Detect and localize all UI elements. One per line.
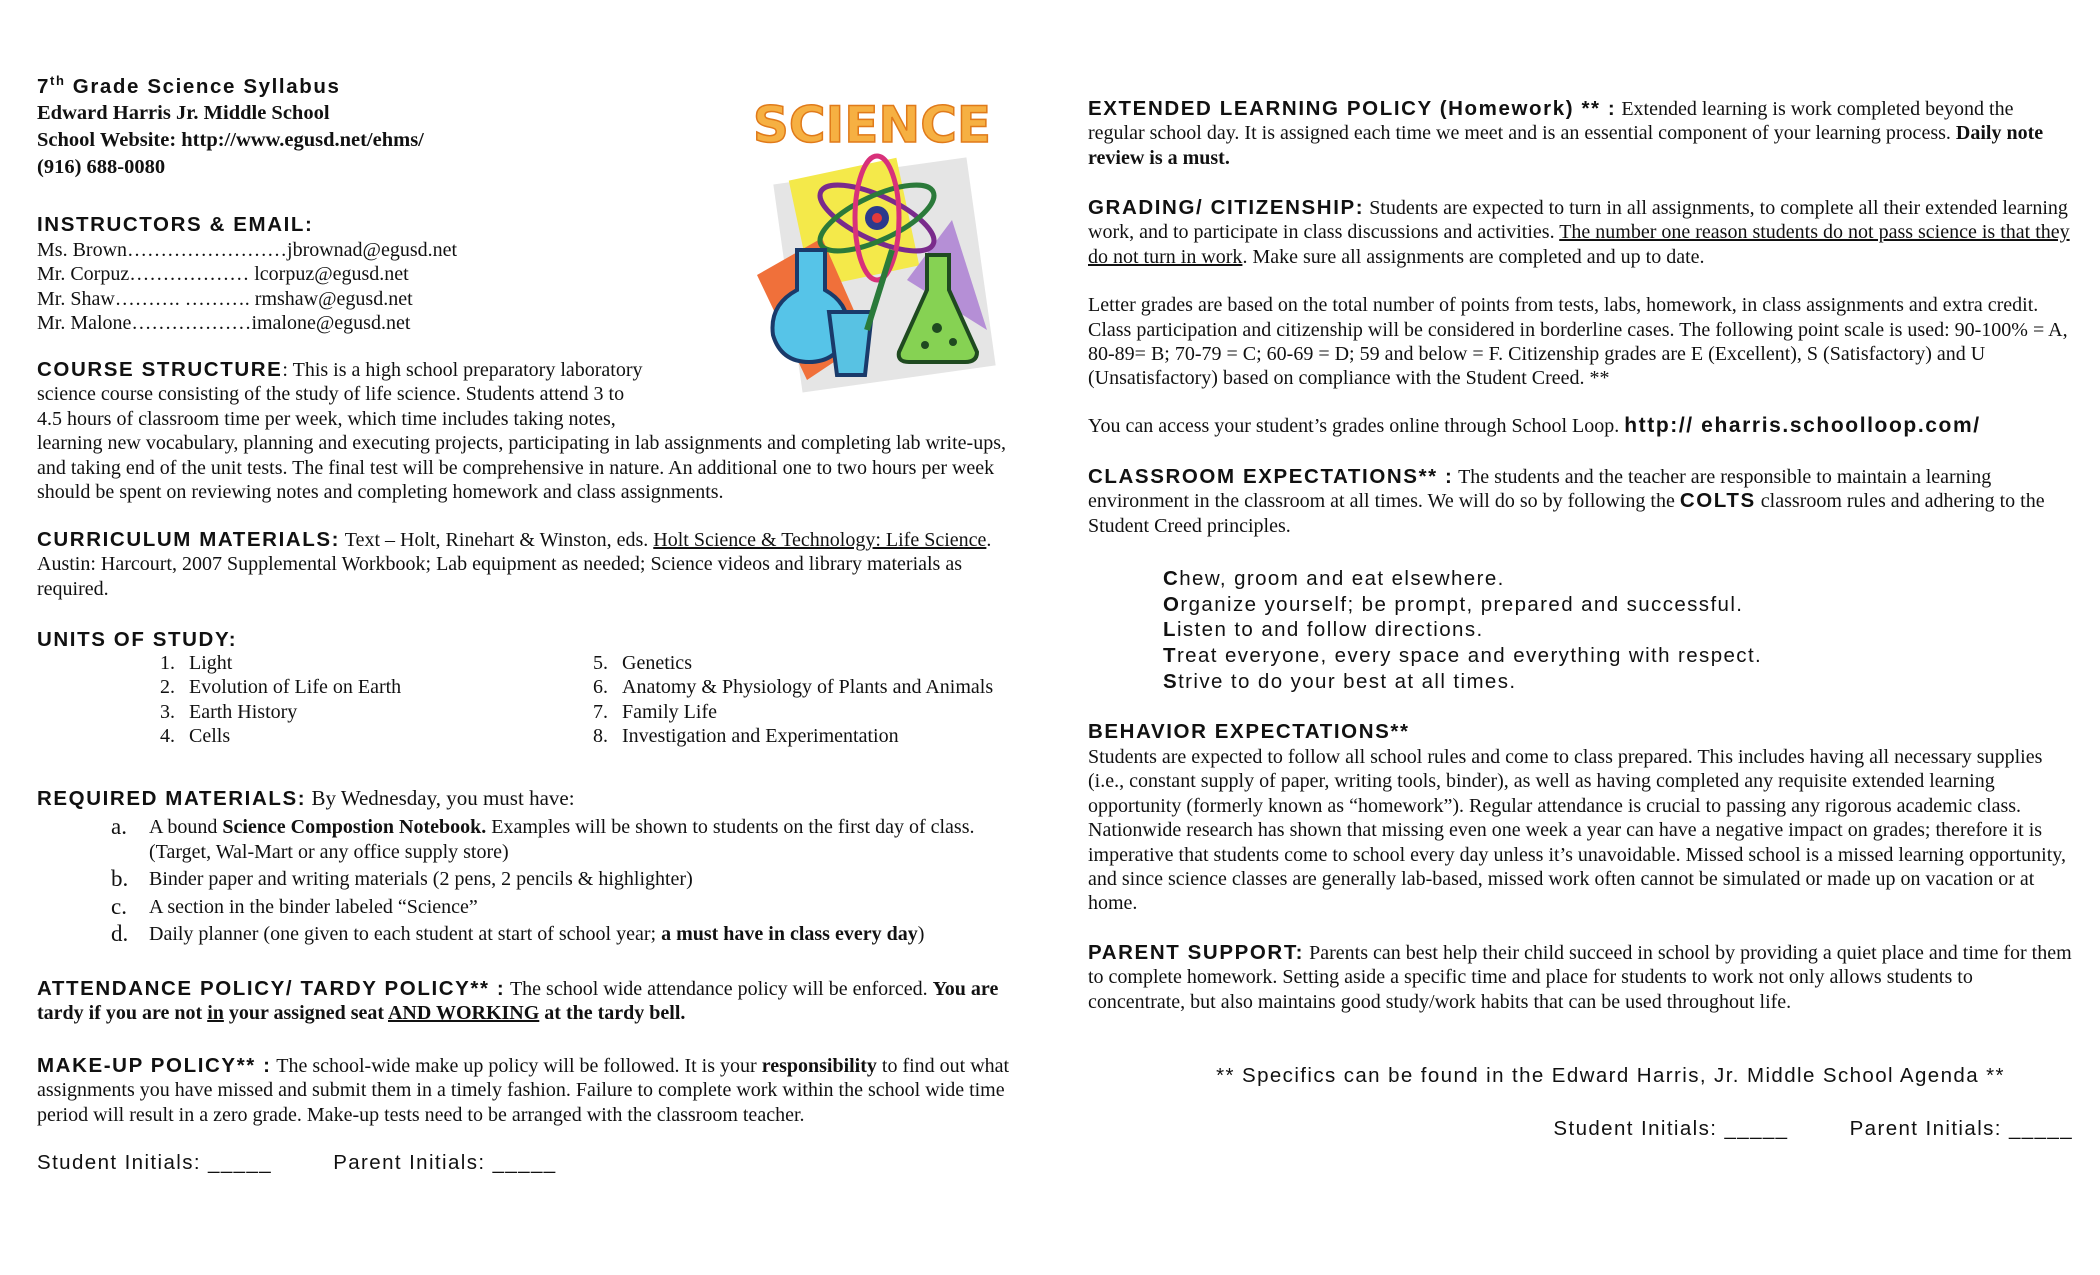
- grading-heading: GRADING/ CITIZENSHIP:: [1088, 196, 1365, 219]
- list-item: d. Daily planner (one given to each student at start of school year; a must have in class every day): [111, 921, 925, 947]
- makeup-heading: MAKE-UP POLICY** :: [37, 1054, 272, 1077]
- list-item: Strive to do your best at all times.: [1163, 669, 1517, 693]
- units-column-2: [574, 651, 993, 749]
- units-section: [37, 627, 1027, 653]
- curriculum-heading: CURRICULUM MATERIALS:: [37, 528, 341, 551]
- parent-heading: PARENT SUPPORT:: [1088, 941, 1305, 964]
- list-item: a. A bound Science Compostion Notebook. Examples will be shown to students on the first day of class. (Target, Wal-Mart or any office supply store): [111, 814, 975, 863]
- list-item: b. Binder paper and writing materials (2 pens, 2 pencils & highlighter): [111, 866, 693, 892]
- instructor-name: Mr. Corpuz………………: [37, 263, 255, 286]
- course-structure-section: [37, 358, 1027, 504]
- parent-support-section: PARENT SUPPORT: Parents can best help their child succeed in school by providing a quiet place and time for them to complete homework. Setting aside a specific time and place for students to work not only allows students to concentrate, but also maintains good study/work habits that can be used throughout life.: [1088, 941, 2072, 1013]
- behavior-text: Students are expected to follow all school rules and come to class prepared. This includes having all necessary supplies (i.e., constant supply of paper, writing tools, binder), as well as having completed any requisite extended learning opportunity (formerly known as “homework”). Regular attendance is crucial to passing any rigorous academic class. Nationwide research has shown that missing even one week a year can have a negative impact on grades; therefore it is imperative that students come to school every day unless it’s unavoidable. Missed school is a missed learning opportunity, and since science classes are generally lab-based, missed work often cannot be simulated or made up on vacation or at home.: [1088, 746, 2066, 915]
- units-column-1: [141, 651, 401, 749]
- instructors-section: [37, 212, 1027, 336]
- list-item: Treat everyone, every space and everything with respect.: [1163, 644, 1763, 668]
- behavior-section: [1088, 719, 2073, 916]
- instructor-email[interactable]: imalone@egusd.net: [251, 312, 411, 335]
- instructor-email[interactable]: jbrownad@egusd.net: [287, 239, 458, 261]
- attendance-heading: ATTENDANCE POLICY/ TARDY POLICY** :: [37, 977, 506, 1000]
- instructors-heading: INSTRUCTORS & EMAIL:: [37, 213, 314, 236]
- school-phone: (916) 688-0080: [37, 156, 166, 178]
- specifics-note: ** Specifics can be found in the Edward Harris, Jr. Middle School Agenda **: [1216, 1064, 2005, 1087]
- instructor-email[interactable]: lcorpuz@egusd.net: [254, 263, 409, 286]
- attendance-section: ATTENDANCE POLICY/ TARDY POLICY** : The school wide attendance policy will be enforced. You are tardy if you are not in your assigned seat AND WORKING at the tardy bell.: [37, 977, 999, 1025]
- extended-learning-section: EXTENDED LEARNING POLICY (Homework) ** : Extended learning is work completed beyond the regular school day. It is assigned each time we meet and is an essential component of your learning process. Daily note review is a must.: [1088, 97, 2044, 169]
- list-item: Listen to and follow directions.: [1163, 618, 1484, 642]
- textbook-title: Holt Science & Technology: Life Science: [653, 529, 987, 551]
- list-item: 2. Evolution of Life on Earth: [160, 676, 402, 699]
- parent-initials[interactable]: Parent Initials: _____: [1849, 1117, 2073, 1140]
- schoolloop-link[interactable]: http:// eharris.schoolloop.com/: [1624, 413, 1981, 437]
- list-item: 4. Cells: [160, 725, 231, 748]
- initials-left: [37, 1151, 1027, 1175]
- instructor-row: [37, 238, 1027, 262]
- list-item: 5. Genetics: [593, 652, 692, 674]
- grading-section: GRADING/ CITIZENSHIP: Students are expected to turn in all assignments, to complete all their extended learning work, and to participate in class discussions and activities. The number one reason students do not pass science is that they do not turn in work. Make sure all assignments are completed and up to date. Letter grades are based on the total number of points from tests, labs, homework, in class assignments and extra credit. Class participation and citizenship will be considered in borderline cases. The following point scale is used: 90-100% = A, 80-89= B; 70-79 = C; 60-69 = D; 59 and below = F. Citizenship grades are E (Excellent), S (Satisfactory) and U (Unsatisfactory) based on compliance with the Student Creed. ** You can access your student’s grades online through School Loop. http:// eharris.schoolloop.com/: [1088, 196, 2073, 438]
- list-item: 1. Light: [160, 652, 233, 674]
- science-word: SCIENCE: [752, 96, 992, 154]
- makeup-section: MAKE-UP POLICY** : The school-wide make up policy will be followed. It is your responsibility to find out what assignments you have missed and submit them in a timely fashion. Failure to complete work within the school wide time period will result in a zero grade. Make-up tests need to be arranged with the classroom teacher.: [37, 1054, 1010, 1126]
- list-item: Chew, groom and eat elsewhere.: [1163, 567, 1505, 590]
- list-item: 8. Investigation and Experimentation: [593, 725, 899, 748]
- student-initials[interactable]: Student Initials: _____: [1553, 1117, 1789, 1140]
- course-structure-line: 4.5 hours of classroom time per week, which time includes taking notes,: [37, 407, 616, 430]
- instructor-name: Ms. Brown……………………: [37, 239, 288, 261]
- required-heading: REQUIRED MATERIALS:: [37, 787, 307, 810]
- instructor-name: Mr. Malone………………: [37, 312, 252, 335]
- student-creed-list: [1163, 566, 1762, 695]
- list-item: Organize yourself; be prompt, prepared and successful.: [1163, 592, 1744, 616]
- instructor-row: [37, 287, 1027, 311]
- list-item: 6. Anatomy & Physiology of Plants and Animals: [593, 676, 994, 699]
- units-heading: UNITS OF STUDY:: [37, 628, 238, 651]
- school-name: Edward Harris Jr. Middle School: [37, 102, 330, 124]
- extended-heading: EXTENDED LEARNING POLICY (Homework) ** :: [1088, 97, 1617, 120]
- course-structure-heading: COURSE STRUCTURE: [37, 358, 283, 381]
- course-structure-text: learning new vocabulary, planning and executing projects, participating in lab assignments and completing lab write-ups, and taking end of the unit tests. The final test will be comprehensive in nature. An additional one to two hours per week should be spent on reviewing notes and completing homework and class assignments.: [37, 432, 1006, 504]
- course-structure-line: science course consisting of the study of life science. Students attend 3 to: [37, 383, 625, 406]
- student-initials[interactable]: Student Initials: _____: [37, 1151, 273, 1174]
- parent-initials[interactable]: Parent Initials: _____: [333, 1151, 557, 1174]
- school-website: School Website: http://www.egusd.net/ehms/: [37, 129, 424, 151]
- instructor-row: [37, 262, 1027, 286]
- course-structure-intro: COURSE STRUCTURE: This is a high school preparatory laboratory: [37, 358, 643, 381]
- classroom-heading: CLASSROOM EXPECTATIONS** :: [1088, 465, 1454, 488]
- list-item: 3. Earth History: [160, 700, 298, 723]
- required-materials-section: REQUIRED MATERIALS: By Wednesday, you must have: a. A bound Science Compostion Notebook. Examples will be shown to students on the first day of class. (Target, Wal-Mart or any office supply store) b. Binder paper and writing materials (2 pens, 2 pencils & highlighter) c. A section in the binder labeled “Science” d. Daily planner (one given to each student at start of school year; a must have in class every day): [37, 786, 1027, 949]
- initials-right: [1088, 1117, 2073, 1141]
- colts-label: COLTS: [1679, 489, 1756, 513]
- page-title: 7th Grade Science Syllabus: [37, 73, 341, 98]
- behavior-heading: BEHAVIOR EXPECTATIONS**: [1088, 720, 1410, 743]
- grade-scale-text: Letter grades are based on the total number of points from tests, labs, homework, in class assignments and extra credit. Class participation and citizenship will be considered in borderline cases. The following point scale is used: 90-100% = A, 80-89= B; 70-79 = C; 60-69 = D; 59 and below = F. Citizenship grades are E (Excellent), S (Satisfactory) and U (Unsatisfactory) based on compliance with the Student Creed. **: [1088, 294, 2068, 390]
- instructor-row: [37, 311, 1027, 335]
- instructor-name: Mr. Shaw………. ……….: [37, 287, 255, 310]
- curriculum-section: CURRICULUM MATERIALS: Text – Holt, Rinehart & Winston, eds. Holt Science & Technology: Life Science. Austin: Harcourt, 2007 Supplemental Workbook; Lab equipment as needed; Science videos and library materials as required.: [37, 528, 992, 600]
- list-item: 7. Family Life: [593, 700, 717, 723]
- list-item: c. A section in the binder labeled “Science”: [111, 893, 478, 919]
- instructor-email[interactable]: rmshaw@egusd.net: [254, 287, 413, 310]
- classroom-expectations-section: CLASSROOM EXPECTATIONS** : The students and the teacher are responsible to maintain a learning environment in the classroom at all times. We will do so by following the COLTS classroom rules and adhering to the Student Creed principles.: [1088, 465, 2045, 537]
